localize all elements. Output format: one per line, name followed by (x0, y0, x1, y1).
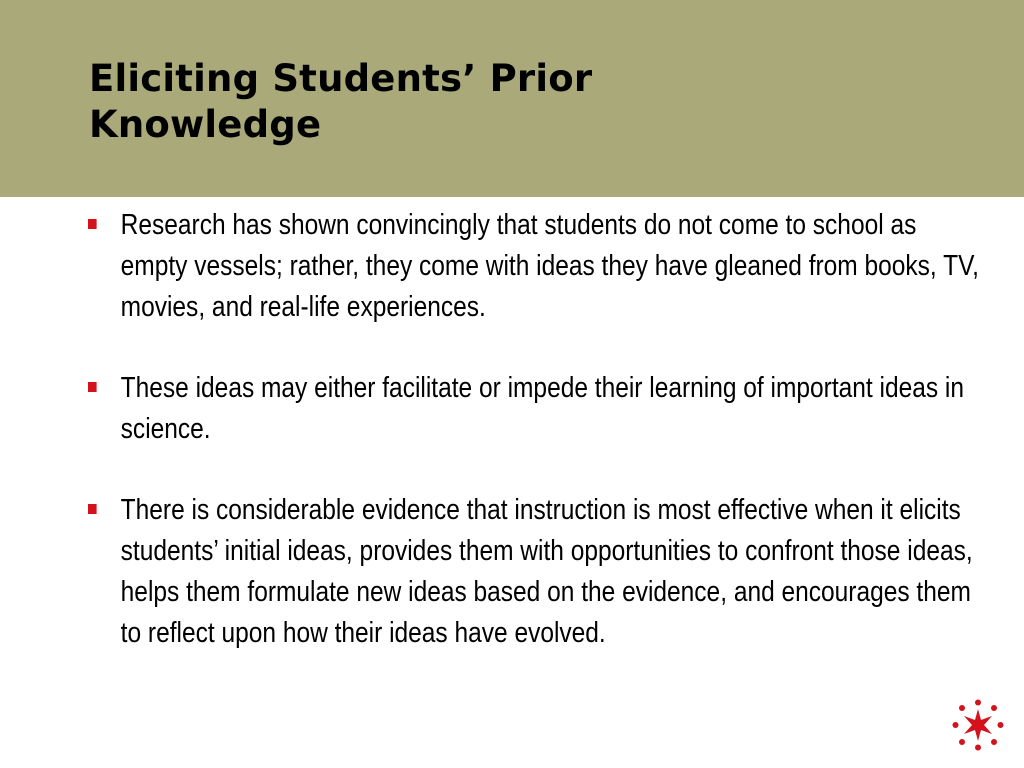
bullet-text: These ideas may either facilitate or impede their learning of important ideas in science. (120, 372, 964, 445)
slide-title (89, 56, 949, 148)
bullet-text: Research has shown convincingly that students do not come to school as empty vessels; rather, they come with ideas they have gleaned from books, TV, movies, and real-life experiences. (120, 209, 979, 323)
bullet-square-icon (88, 219, 97, 229)
red-starburst-logo-icon (952, 699, 1004, 751)
bullet-item (88, 205, 981, 328)
slide-title-line-1: Eliciting Students’ Prior (89, 57, 593, 100)
bullet-list (88, 205, 979, 694)
bullet-square-icon (88, 504, 97, 514)
slide-title-line-2: Knowledge (89, 103, 322, 146)
bullet-item (88, 490, 981, 654)
bullet-text: There is considerable evidence that instruction is most effective when it elicits students’ initial ideas, provides them with opportunities to confront those ideas, helps them formulate new ideas based on the evidence, and encourages them to reflect upon how their ideas have evolved. (120, 494, 973, 649)
bullet-square-icon (88, 382, 97, 392)
bullet-item (88, 368, 981, 450)
